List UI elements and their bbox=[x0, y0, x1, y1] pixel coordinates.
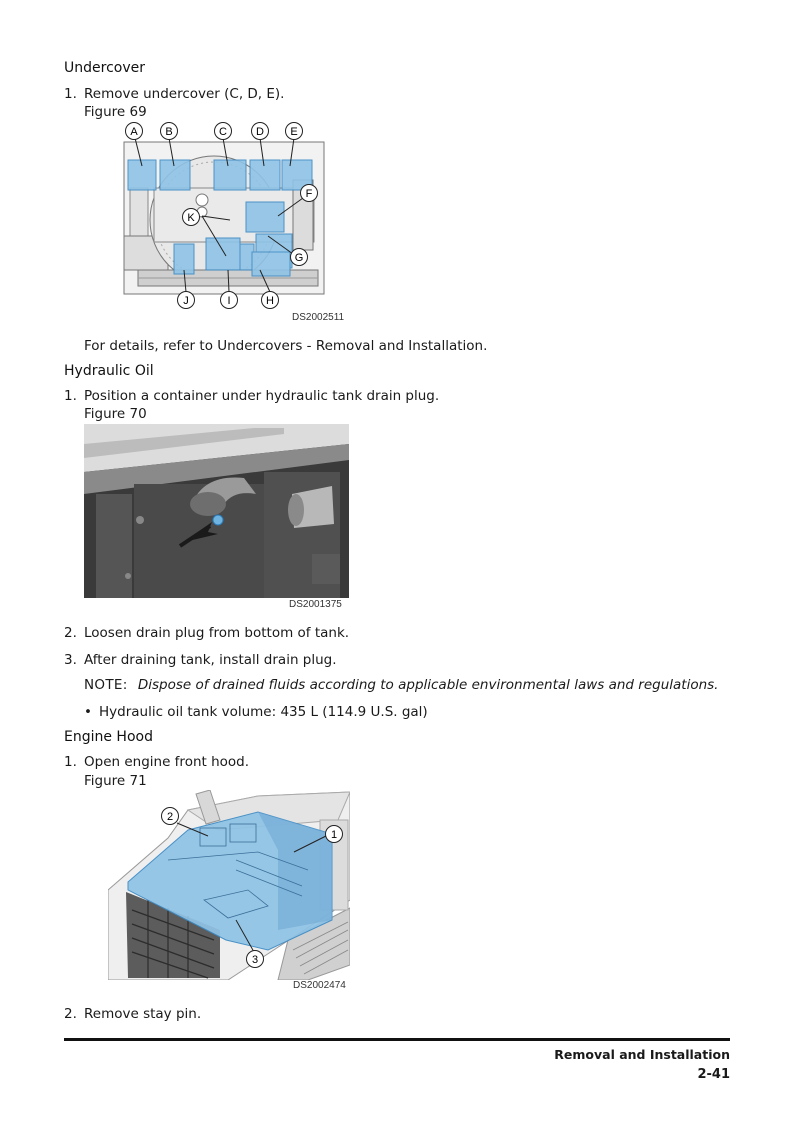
step-item bbox=[64, 652, 337, 668]
footer-rule bbox=[64, 1038, 730, 1041]
svg-text:1: 1 bbox=[330, 829, 338, 841]
step-number: 1. bbox=[64, 388, 77, 404]
undercover-b bbox=[160, 160, 190, 190]
undercover-i bbox=[206, 238, 240, 270]
svg-text:J: J bbox=[183, 295, 189, 307]
step-number: 1. bbox=[64, 86, 77, 102]
figure-id: DS2002511 bbox=[292, 312, 345, 323]
step-number: 2. bbox=[64, 1006, 77, 1022]
figure-label: Figure 69 bbox=[84, 104, 147, 120]
step-item bbox=[64, 625, 349, 641]
undercover-d bbox=[250, 160, 280, 190]
svg-text:B: B bbox=[165, 126, 173, 138]
undercover-f bbox=[246, 202, 284, 232]
step-item bbox=[64, 388, 439, 404]
note bbox=[84, 677, 718, 693]
page-number: 2-41 bbox=[697, 1067, 730, 1082]
callout-f bbox=[301, 185, 318, 202]
figure-label: Figure 70 bbox=[84, 406, 147, 422]
figure-id: DS2002474 bbox=[293, 980, 346, 991]
svg-text:2: 2 bbox=[166, 811, 174, 823]
section-title-undercover: Undercover bbox=[64, 60, 145, 76]
step-text: Position a container under hydraulic tank drain plug. bbox=[84, 388, 440, 404]
step-number: 3. bbox=[64, 652, 77, 668]
step-item bbox=[64, 1006, 201, 1022]
note-label: NOTE: bbox=[84, 677, 128, 693]
section-title-engine-hood: Engine Hood bbox=[64, 729, 153, 745]
callout-j bbox=[178, 292, 195, 309]
svg-text:C: C bbox=[219, 126, 227, 138]
step-item bbox=[64, 86, 284, 102]
footer-title: Removal and Installation bbox=[554, 1047, 730, 1062]
callout-h bbox=[262, 292, 279, 309]
figure-71-engine-hood-diagram bbox=[108, 790, 350, 980]
svg-text:E: E bbox=[290, 126, 298, 138]
svg-text:F: F bbox=[305, 188, 313, 200]
callout-g bbox=[291, 249, 308, 266]
callout-c bbox=[215, 123, 232, 140]
svg-text:3: 3 bbox=[251, 954, 259, 966]
reference-text: For details, refer to Undercovers - Removal and Installation. bbox=[84, 338, 488, 354]
svg-text:A: A bbox=[130, 126, 138, 138]
callout-d bbox=[252, 123, 269, 140]
step-text: Remove stay pin. bbox=[84, 1006, 202, 1022]
callout-i bbox=[221, 292, 238, 309]
svg-text:I: I bbox=[227, 295, 231, 307]
callout-b bbox=[161, 123, 178, 140]
figure-70-hydraulic-tank-photo bbox=[84, 424, 349, 598]
bullet-item bbox=[84, 704, 428, 720]
step-text: Open engine front hood. bbox=[84, 754, 250, 770]
step-text: Remove undercover (C, D, E). bbox=[84, 86, 285, 102]
step-number: 1. bbox=[64, 754, 77, 770]
callout-3 bbox=[247, 951, 264, 968]
step-item bbox=[64, 754, 249, 770]
figure-label: Figure 71 bbox=[84, 773, 147, 789]
step-text: Loosen drain plug from bottom of tank. bbox=[84, 625, 350, 641]
figure-id: DS2001375 bbox=[289, 599, 342, 610]
callout-a bbox=[126, 123, 143, 140]
step-number: 2. bbox=[64, 625, 77, 641]
section-title-hydraulic-oil: Hydraulic Oil bbox=[64, 363, 154, 379]
svg-text:D: D bbox=[256, 126, 264, 138]
note-text: Dispose of drained fluids according to applicable environmental laws and regulations. bbox=[137, 677, 719, 693]
undercover-c bbox=[214, 160, 246, 190]
step-text: After draining tank, install drain plug. bbox=[84, 652, 337, 668]
bullet-icon: • bbox=[84, 704, 92, 720]
bullet-text: Hydraulic oil tank volume: 435 L (114.9 U.S. gal) bbox=[99, 704, 428, 720]
undercover-h bbox=[252, 252, 290, 276]
figure-69-undercover-diagram bbox=[118, 120, 358, 330]
svg-text:H: H bbox=[266, 295, 274, 307]
callout-e bbox=[286, 123, 303, 140]
callout-1 bbox=[326, 826, 343, 843]
callout-k bbox=[183, 209, 200, 226]
svg-text:G: G bbox=[294, 252, 304, 264]
undercover-j bbox=[174, 244, 194, 274]
svg-text:K: K bbox=[187, 212, 195, 224]
callout-2 bbox=[162, 808, 179, 825]
